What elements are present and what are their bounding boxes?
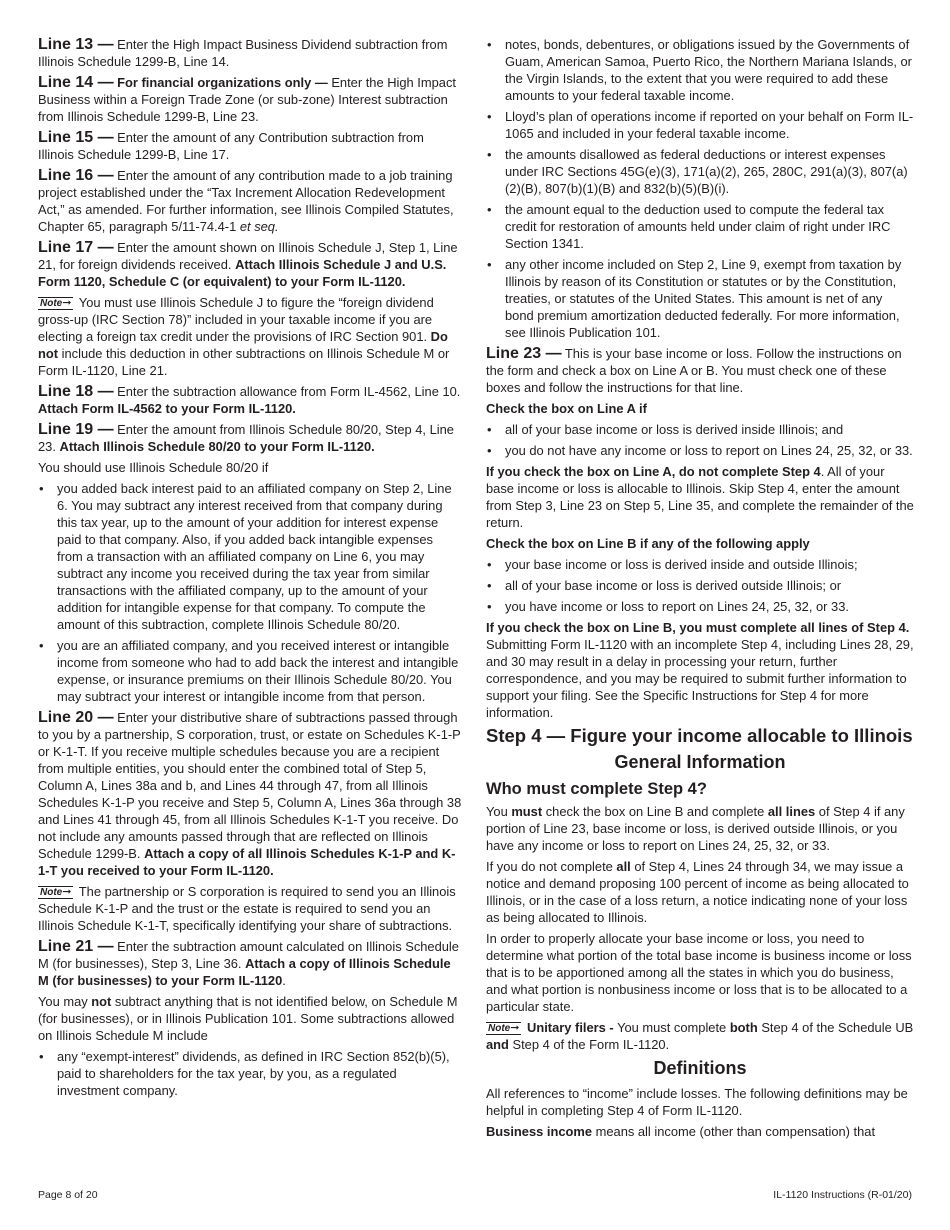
line-17: Line 17 — Enter the amount shown on Illinois Schedule J, Step 1, Line 21, for foreign dividends received. Attach Illinois Schedule J and U.S. Form 1120, Schedule C (or equivalent) to your Form IL-1120.	[38, 239, 458, 289]
line-13: Line 13 — Enter the High Impact Business Dividend subtraction from Illinois Schedule 1299-B, Line 14.	[38, 36, 448, 69]
line-23: Line 23 — This is your base income or loss. Follow the instructions on the form and check a box on Line A or B. You must check one of these boxes and follow the instructions for that line.	[486, 345, 902, 395]
definitions-paragraph-2: Business income means all income (other than compensation) that	[486, 1124, 876, 1139]
list-item: • Lloyd’s plan of operations income if reported on your behalf on Form IL-1065 and included in your federal taxable income.	[486, 108, 914, 142]
line-14: Line 14 — For financial organizations only — Enter the High Impact Business within a Foreign Trade Zone (or sub-zone) Interest subtraction from Illinois Schedule 1299-B, Line 23.	[38, 74, 456, 124]
list-item: • any “exempt-interest” dividends, as defined in IRC Section 852(b)(5), paid to shareholders for the tax year, by you, as a regulated investment company.	[38, 1048, 462, 1099]
who-paragraph-2: If you do not complete all of Step 4, Lines 24 through 34, we may issue a notice and demand proposing 100 percent of income as being allocated to Illinois, or in the case of a loss return, a notice indicating none of your loss as being allocated to Illinois.	[486, 859, 909, 925]
line-a-list	[486, 421, 914, 459]
list-item: • the amount equal to the deduction used to compute the federal tax credit for restoration of amounts held under claim of right under IRC Section 1341.	[486, 201, 914, 252]
line-21-paragraph: You may not subtract anything that is not identified below, on Schedule M (for businesses), or in Illinois Publication 101. Some subtractions allowed on Illinois Schedule M include	[38, 994, 458, 1043]
line-16: Line 16 — Enter the amount of any contribution made to a job training project established under the “Tax Increment Allocation Redevelopment Act,” as amended. For further information, see Illinois Compiled Statutes, Chapter 65, paragraph 5/11-74.4-1 et seq.	[38, 167, 454, 234]
list-item: • you have income or loss to report on Lines 24, 25, 32, or 33.	[486, 598, 914, 615]
left-column	[38, 36, 462, 1103]
form-revision: IL-1120 Instructions (R-01/20)	[773, 1189, 912, 1201]
note-partnership: Note➞ The partnership or S corporation is required to send you an Illinois Schedule K-1-P and the trust or the estate is required to send you an Illinois Schedule K-1-T, specifically identifying your share of subtractions.	[38, 884, 456, 933]
definitions-heading: Definitions	[653, 1058, 747, 1078]
list-item: • your base income or loss is derived inside and outside Illinois;	[486, 556, 914, 573]
line-21: Line 21 — Enter the subtraction amount calculated on Illinois Schedule M (for businesses), Step 3, Line 36. Attach a copy of Illinois Schedule M (for businesses) to your Form IL-1120.	[38, 938, 459, 988]
line-b-heading: Check the box on Line B if any of the following apply	[486, 536, 810, 551]
line-19-intro: You should use Illinois Schedule 80/20 if	[38, 460, 269, 475]
who-paragraph-1: You must check the box on Line B and complete all lines of Step 4 if any portion of Line 23, base income or loss, is derived outside Illinois, or you have any income or loss to report on Lines 24, 25, 32, or 33.	[486, 804, 905, 853]
line-19: Line 19 — Enter the amount from Illinois Schedule 80/20, Step 4, Line 23. Attach Illinois Schedule 80/20 to your Form IL-1120.	[38, 421, 454, 454]
list-item: • any other income included on Step 2, Line 9, exempt from taxation by Illinois by reason of its Constitution or statutes or by the Constitution, treaties, or statutes of the United States. This amount is net of any bond premium amortization deducted federally. For more information, see Illinois Publication 101.	[486, 256, 914, 341]
line-18: Line 18 — Enter the subtraction allowance from Form IL-4562, Line 10. Attach Form IL-4562 to your Form IL-1120.	[38, 383, 461, 416]
subtractions-list	[486, 36, 914, 341]
right-column	[486, 36, 914, 1144]
list-item: • the amounts disallowed as federal deductions or interest expenses under IRC Sections 45G(e)(3), 171(a)(2), 265, 280C, 291(a)(3), 807(a)(2)(B), 807(b)(1)(B) and 832(b)(5)(B)(i).	[486, 146, 914, 197]
general-information-heading: General Information	[614, 752, 786, 772]
line-20: Line 20 — Enter your distributive share of subtractions passed through to you by a partnership, S corporation, trust, or estate on Schedules K-1-P or K-1-T. If you receive multiple schedules because you are a recipient from multiple entities, you should enter the combined total of Step 5, Column A, Lines 38a and b, and Lines 44 through 47, from all Illinois Schedules K-1-P you receive and Step 5, Column A, Lines 36a through 38 and Lines 41 through 45, from all Illinois Schedules K-1-T you receive. Do not include any amounts passed through that are reflected on Illinois Schedule 1299-B. Attach a copy of all Illinois Schedules K-1-P and K-1-T you received to your Form IL-1120.	[38, 709, 462, 878]
list-item: • you do not have any income or loss to report on Lines 24, 25, 32, or 33.	[486, 442, 914, 459]
who-paragraph-3: In order to properly allocate your base income or loss, you need to determine what portion of the total base income is business income or loss that is to be apportioned among all the states in which you do business, and what portion is nonbusiness income or loss that is to be allocated to a particular state.	[486, 931, 912, 1014]
line-21-list	[38, 1048, 462, 1099]
list-item: • all of your base income or loss is derived inside Illinois; and	[486, 421, 914, 438]
line-19-list	[38, 480, 462, 705]
note-icon: Note➞	[40, 297, 72, 309]
definitions-paragraph-1: All references to “income” include losses. The following definitions may be helpful in completing Step 4 of Form IL-1120.	[486, 1086, 908, 1118]
note-icon: Note➞	[40, 886, 72, 898]
list-item: • all of your base income or loss is derived outside Illinois; or	[486, 577, 914, 594]
line-a-heading: Check the box on Line A if	[486, 401, 647, 416]
page-number: Page 8 of 20	[38, 1189, 98, 1201]
line-15: Line 15 — Enter the amount of any Contribution subtraction from Illinois Schedule 1299-B, Line 17.	[38, 129, 424, 162]
line-a-paragraph: If you check the box on Line A, do not complete Step 4. All of your base income or loss is allocable to Illinois. Skip Step 4, enter the amount from Step 3, Line 23 on Step 5, Line 35, and complete the remainder of the return.	[486, 464, 914, 530]
note-unitary-filers: Note➞ Unitary filers - You must complete both Step 4 of the Schedule UB and Step 4 of the Form IL-1120.	[486, 1020, 914, 1052]
note-icon: Note➞	[488, 1022, 520, 1034]
line-b-paragraph: If you check the box on Line B, you must complete all lines of Step 4. Submitting Form IL-1120 with an incomplete Step 4, including Lines 28, 29, and 30 may result in a delay in processing your return, further correspondence, and you may be required to submit further information to support your filing. See the Specific Instructions for Step 4 for more information.	[486, 620, 914, 720]
step-4-title: Step 4 — Figure your income allocable to Illinois	[486, 725, 913, 746]
line-b-list	[486, 556, 914, 615]
who-must-complete-heading: Who must complete Step 4?	[486, 780, 707, 798]
list-item: • notes, bonds, debentures, or obligations issued by the Governments of Guam, American Samoa, Puerto Rico, the Northern Mariana Islands, or the Virgin Islands, to the extent that you were required to add these amounts to your federal taxable income.	[486, 36, 914, 104]
list-item: • you added back interest paid to an affiliated company on Step 2, Line 6. You may subtract any interest received from that company during this tax year, up to the amount of your addition for interest expense paid to that company. Also, if you added back intangible expenses from a transaction with an affiliated company on Line 6, you may subtract any income you received during the tax year from similar transactions with the affiliated company, up to the amount of your addition for intangible expense for that company. To compute the amount of this subtraction, complete Illinois Schedule 80/20.	[38, 480, 462, 633]
note-foreign-dividend: Note➞ You must use Illinois Schedule J to figure the “foreign dividend gross-up (IRC Section 78)” included in your taxable income if you are electing a foreign tax credit under the provisions of IRC Section 901. Do not include this deduction in other subtractions on Illinois Schedule M or Form IL-1120, Line 21.	[38, 295, 450, 378]
list-item: • you are an affiliated company, and you received interest or intangible income from someone who had to add back the interest and intangible expense, or insurance premiums on their Illinois Schedule 80/20. You may subtract your interest or intangible income from that person.	[38, 637, 462, 705]
